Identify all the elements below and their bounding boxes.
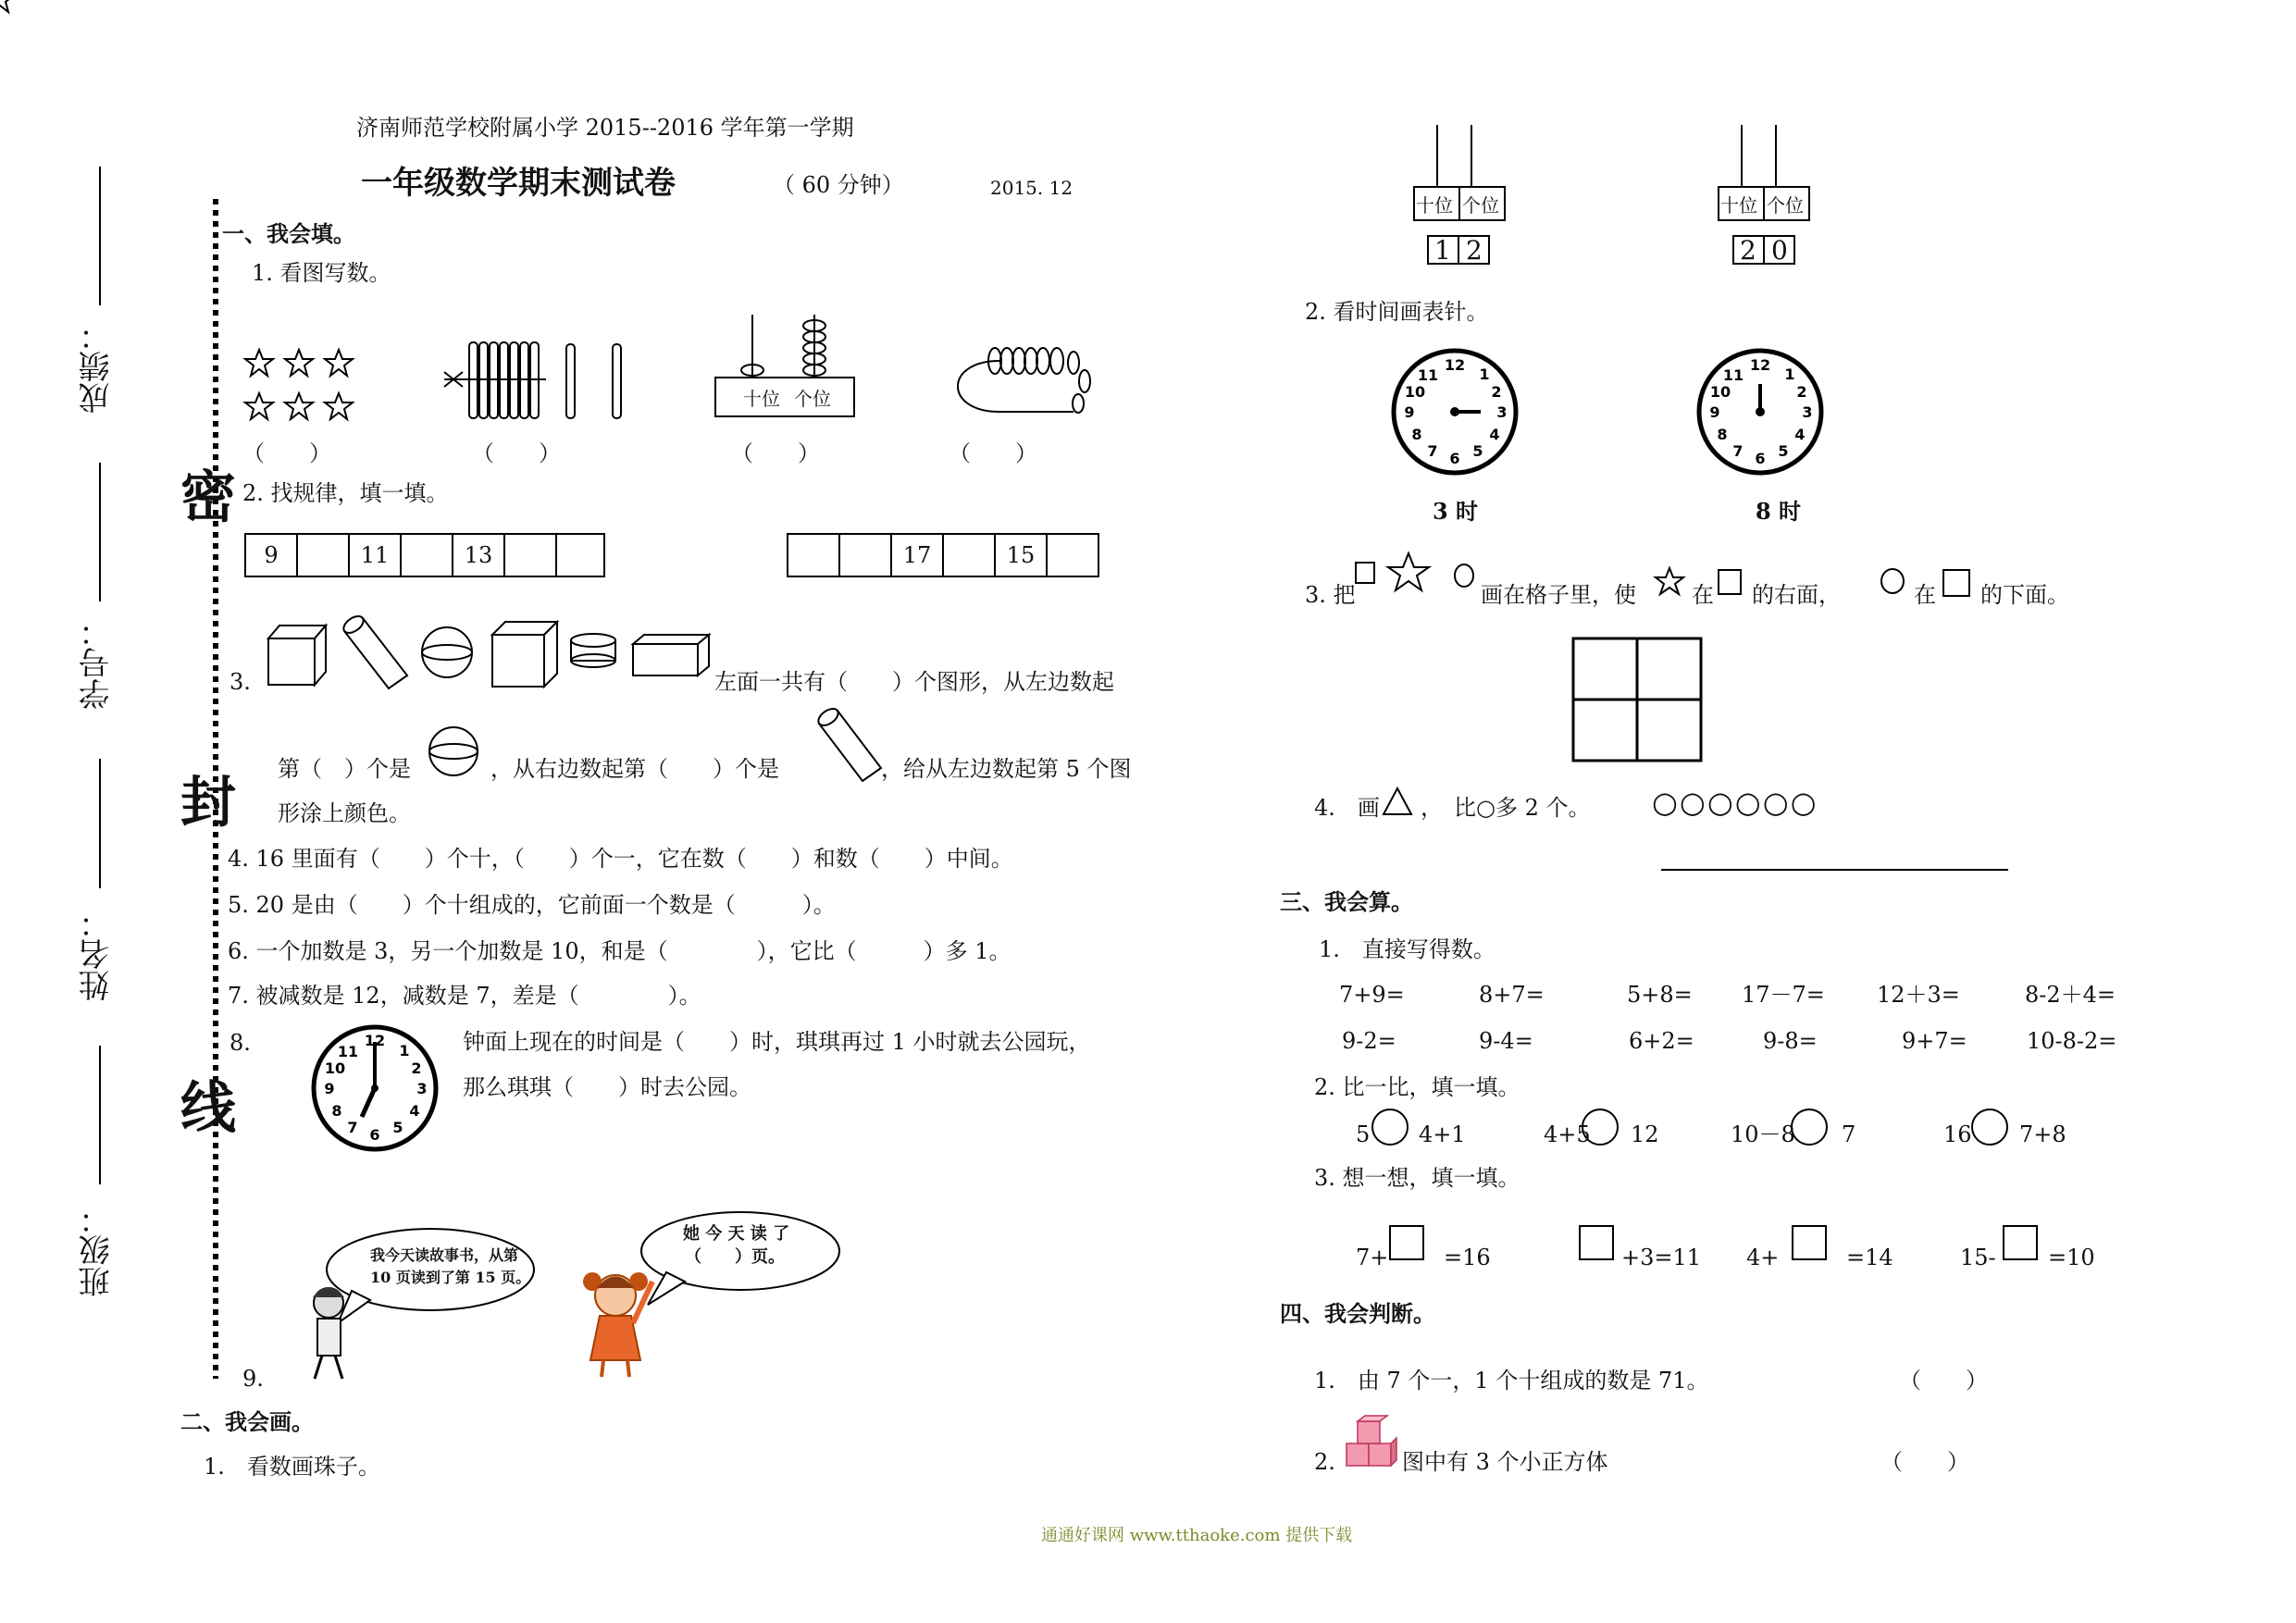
s1-q1-blank-3[interactable]: （ ） <box>731 440 820 466</box>
svg-text:1: 1 <box>1479 365 1490 383</box>
svg-text:11: 11 <box>337 1043 359 1060</box>
bubble-right-line2: （ ）页。 <box>685 1247 785 1267</box>
exam-duration: （ 60 分钟） <box>773 172 904 198</box>
svg-text:12: 12 <box>364 1032 386 1049</box>
fill-prefix: 15- <box>1960 1245 1996 1270</box>
svg-text:9: 9 <box>1709 403 1720 421</box>
svg-text:12: 12 <box>1444 356 1466 374</box>
svg-text:4: 4 <box>409 1102 420 1120</box>
svg-text:6: 6 <box>369 1126 380 1144</box>
pattern-cell: 13 <box>452 533 505 577</box>
s1-q7: 7. 被减数是 12，减数是 7，差是（ ）。 <box>228 983 701 1009</box>
compare-left: 10－8 <box>1731 1121 1795 1147</box>
s3-q3-label: 3. 想一想，填一填。 <box>1314 1165 1520 1191</box>
fill-suffix: =16 <box>1444 1245 1491 1270</box>
calc-item: 9-8= <box>1763 1028 1818 1054</box>
s1-q3-part1: 第（ ）个是 <box>278 756 411 782</box>
fill-suffix: +3=11 <box>1621 1245 1702 1270</box>
svg-text:4: 4 <box>1794 426 1806 443</box>
seal-char-xian: 线 <box>180 1076 236 1141</box>
calc-item: 5+8= <box>1627 982 1693 1008</box>
score-label: 成绩： <box>79 319 116 414</box>
section1-heading: 一、我会填。 <box>222 220 355 247</box>
fill-prefix: 7+ <box>1356 1245 1389 1270</box>
calc-item: 8+7= <box>1479 982 1545 1008</box>
abacus-b-tens-digit: 2 <box>1740 235 1756 266</box>
pattern-cell: 11 <box>348 533 402 577</box>
compare-left: 4+5 <box>1544 1121 1591 1147</box>
svg-text:1: 1 <box>399 1042 410 1059</box>
pattern-cell: 15 <box>994 533 1048 577</box>
abacus-b-ones-label: 个位 <box>1767 194 1804 217</box>
abacus-a-tens-digit: 1 <box>1434 235 1451 266</box>
exam-title: 一年级数学期末测试卷 <box>361 165 676 202</box>
fill-suffix: =10 <box>2048 1245 2095 1270</box>
school-term: 济南师范学校附属小学 2015--2016 学年第一学期 <box>356 115 854 141</box>
svg-text:10: 10 <box>1404 383 1426 401</box>
pattern-cell: 17 <box>890 533 944 577</box>
section4-heading: 四、我会判断。 <box>1280 1300 1435 1327</box>
calc-item: 8-2＋4= <box>2025 982 2116 1008</box>
svg-text:5: 5 <box>1472 442 1483 460</box>
abacus-label-ones: 个位 <box>794 388 831 410</box>
calc-item: 9+7= <box>1902 1028 1967 1054</box>
calc-item: 12＋3= <box>1877 982 1960 1008</box>
s1-q1-label: 1. 看图写数。 <box>252 260 391 286</box>
compare-left: 5 <box>1356 1121 1371 1147</box>
s1-q3-num: 3. <box>230 669 251 695</box>
s1-q4: 4. 16 里面有（ ）个十，（ ）个一，它在数（ ）和数（ ）中间。 <box>228 846 1013 872</box>
footer-source: 通通好课网 www.tthaoke.com 提供下载 <box>1041 1526 1353 1545</box>
s1-q8-num: 8. <box>230 1030 251 1056</box>
s1-q6: 6. 一个加数是 3，另一个加数是 10，和是（ ），它比（ ）多 1。 <box>228 938 1011 964</box>
s2-q3-part6: 的下面。 <box>1980 582 2069 608</box>
svg-text:10: 10 <box>324 1059 346 1077</box>
judge-item-1-text: 1. 由 7 个一，1 个十组成的数是 71。 <box>1314 1368 1709 1394</box>
s2-q1-label: 1. 看数画珠子。 <box>204 1454 380 1480</box>
svg-text:8: 8 <box>1717 426 1728 443</box>
svg-text:6: 6 <box>1449 450 1460 467</box>
student-id-label: 学号： <box>79 615 116 710</box>
svg-text:2: 2 <box>1796 383 1807 401</box>
svg-text:7: 7 <box>347 1119 358 1136</box>
s1-q9-num: 9. <box>242 1366 264 1392</box>
s2-q2-label: 2. 看时间画表针。 <box>1305 299 1489 325</box>
svg-text:5: 5 <box>392 1119 403 1136</box>
compare-left: 16 <box>1943 1121 1972 1147</box>
abacus-label-tens: 十位 <box>743 388 780 410</box>
fill-prefix: 4+ <box>1746 1245 1780 1270</box>
judge-item-2-blank[interactable]: （ ） <box>1880 1449 1969 1475</box>
bubble-left-line2: 10 页读到了第 15 页。 <box>370 1269 531 1286</box>
calc-item: 9-2= <box>1342 1028 1396 1054</box>
calc-item: 10-8-2= <box>2027 1028 2117 1054</box>
s3-q1-label: 1. 直接写得数。 <box>1319 936 1496 962</box>
abacus-a-ones-digit: 2 <box>1466 235 1483 266</box>
abacus-b-tens-label: 十位 <box>1720 194 1757 217</box>
svg-text:4: 4 <box>1489 426 1500 443</box>
svg-text:7: 7 <box>1427 442 1438 460</box>
bubble-right-line1: 她 今 天 读 了 <box>683 1224 790 1244</box>
svg-text:2: 2 <box>1491 383 1502 401</box>
name-label: 姓名： <box>79 907 116 1001</box>
s1-q1-blank-4[interactable]: （ ） <box>949 440 1037 466</box>
judge-item-2-num: 2. <box>1314 1449 1335 1475</box>
bubble-left-line1: 我今天读故事书，从第 <box>370 1246 519 1264</box>
svg-text:12: 12 <box>1749 356 1771 374</box>
class-label: 班级： <box>79 1203 116 1297</box>
svg-text:11: 11 <box>1417 366 1439 384</box>
s1-q5: 5. 20 是由（ ）个十组成的，它前面一个数是（ ）。 <box>228 892 836 918</box>
s1-q3-line1: 左面一共有（ ）个图形，从左边数起 <box>714 669 1114 695</box>
s2-q4-circles: ○○○○○○ <box>1652 785 1818 820</box>
svg-text:9: 9 <box>1404 403 1415 421</box>
s1-q8-line1: 钟面上现在的时间是（ ）时，琪琪再过 1 小时就去公园玩， <box>463 1029 1091 1055</box>
compare-right: 4+1 <box>1419 1121 1466 1147</box>
svg-text:11: 11 <box>1722 366 1744 384</box>
compare-right: 12 <box>1631 1121 1659 1147</box>
abacus-b-ones-digit: 0 <box>1771 235 1788 266</box>
s1-q2-label: 2. 找规律，填一填。 <box>242 480 449 506</box>
svg-text:6: 6 <box>1755 450 1766 467</box>
section2-heading: 二、我会画。 <box>180 1408 314 1435</box>
svg-text:3: 3 <box>1802 403 1813 421</box>
svg-text:7: 7 <box>1732 442 1744 460</box>
s3-q2-label: 2. 比一比，填一填。 <box>1314 1074 1520 1100</box>
seal-char-mi: 密 <box>180 465 236 530</box>
svg-text:2: 2 <box>411 1059 422 1077</box>
svg-text:3: 3 <box>1496 403 1508 421</box>
compare-right: 7 <box>1842 1121 1856 1147</box>
svg-text:8: 8 <box>1411 426 1422 443</box>
s2-q3-part4: 的右面， <box>1752 582 1841 608</box>
s1-q3-line3: 形涂上颜色。 <box>278 800 411 826</box>
fill-suffix: =14 <box>1846 1245 1893 1270</box>
s1-q8-line2: 那么琪琪（ ）时去公园。 <box>463 1074 751 1100</box>
svg-text:9: 9 <box>324 1080 335 1097</box>
svg-text:10: 10 <box>1709 383 1731 401</box>
s2-q3-part2: 画在格子里，使 <box>1481 582 1636 608</box>
section3-heading: 三、我会算。 <box>1280 888 1413 915</box>
s2-q3-part3: 在 <box>1692 582 1714 608</box>
abacus-a-ones-label: 个位 <box>1462 194 1499 217</box>
s1-q3-part2: ，从右边数起第（ ）个是 <box>490 756 779 782</box>
s2-q4-part2: ， 比○多 2 个。 <box>1421 795 1591 821</box>
pattern-cell: 9 <box>244 533 298 577</box>
s2-q3-part1: 3. 把 <box>1305 582 1356 608</box>
calc-item: 6+2= <box>1629 1028 1694 1054</box>
exam-date: 2015. 12 <box>990 177 1074 199</box>
s1-q3-part3: ，给从左边数起第 5 个图 <box>881 756 1132 782</box>
abacus-a-tens-label: 十位 <box>1416 194 1453 217</box>
s2-q3-part5: 在 <box>1914 582 1936 608</box>
s1-q1-blank-2[interactable]: （ ） <box>472 440 561 466</box>
svg-text:5: 5 <box>1778 442 1789 460</box>
judge-item-1-blank[interactable]: （ ） <box>1899 1368 1988 1394</box>
s1-q1-blank-1[interactable]: （ ） <box>242 440 331 466</box>
svg-text:8: 8 <box>331 1102 342 1120</box>
svg-text:1: 1 <box>1784 365 1795 383</box>
svg-text:3: 3 <box>416 1080 428 1097</box>
s2-q4-part1: 4. 画 <box>1314 795 1380 821</box>
calc-item: 17－7= <box>1742 982 1825 1008</box>
clock-label-8: 8 时 <box>1756 498 1802 525</box>
seal-char-feng: 封 <box>180 771 236 836</box>
calc-item: 7+9= <box>1339 982 1405 1008</box>
compare-right: 7+8 <box>2019 1121 2066 1147</box>
judge-item-2-text: 图中有 3 个小正方体 <box>1402 1449 1608 1475</box>
clock-label-3: 3 时 <box>1433 498 1479 525</box>
calc-item: 9-4= <box>1479 1028 1533 1054</box>
